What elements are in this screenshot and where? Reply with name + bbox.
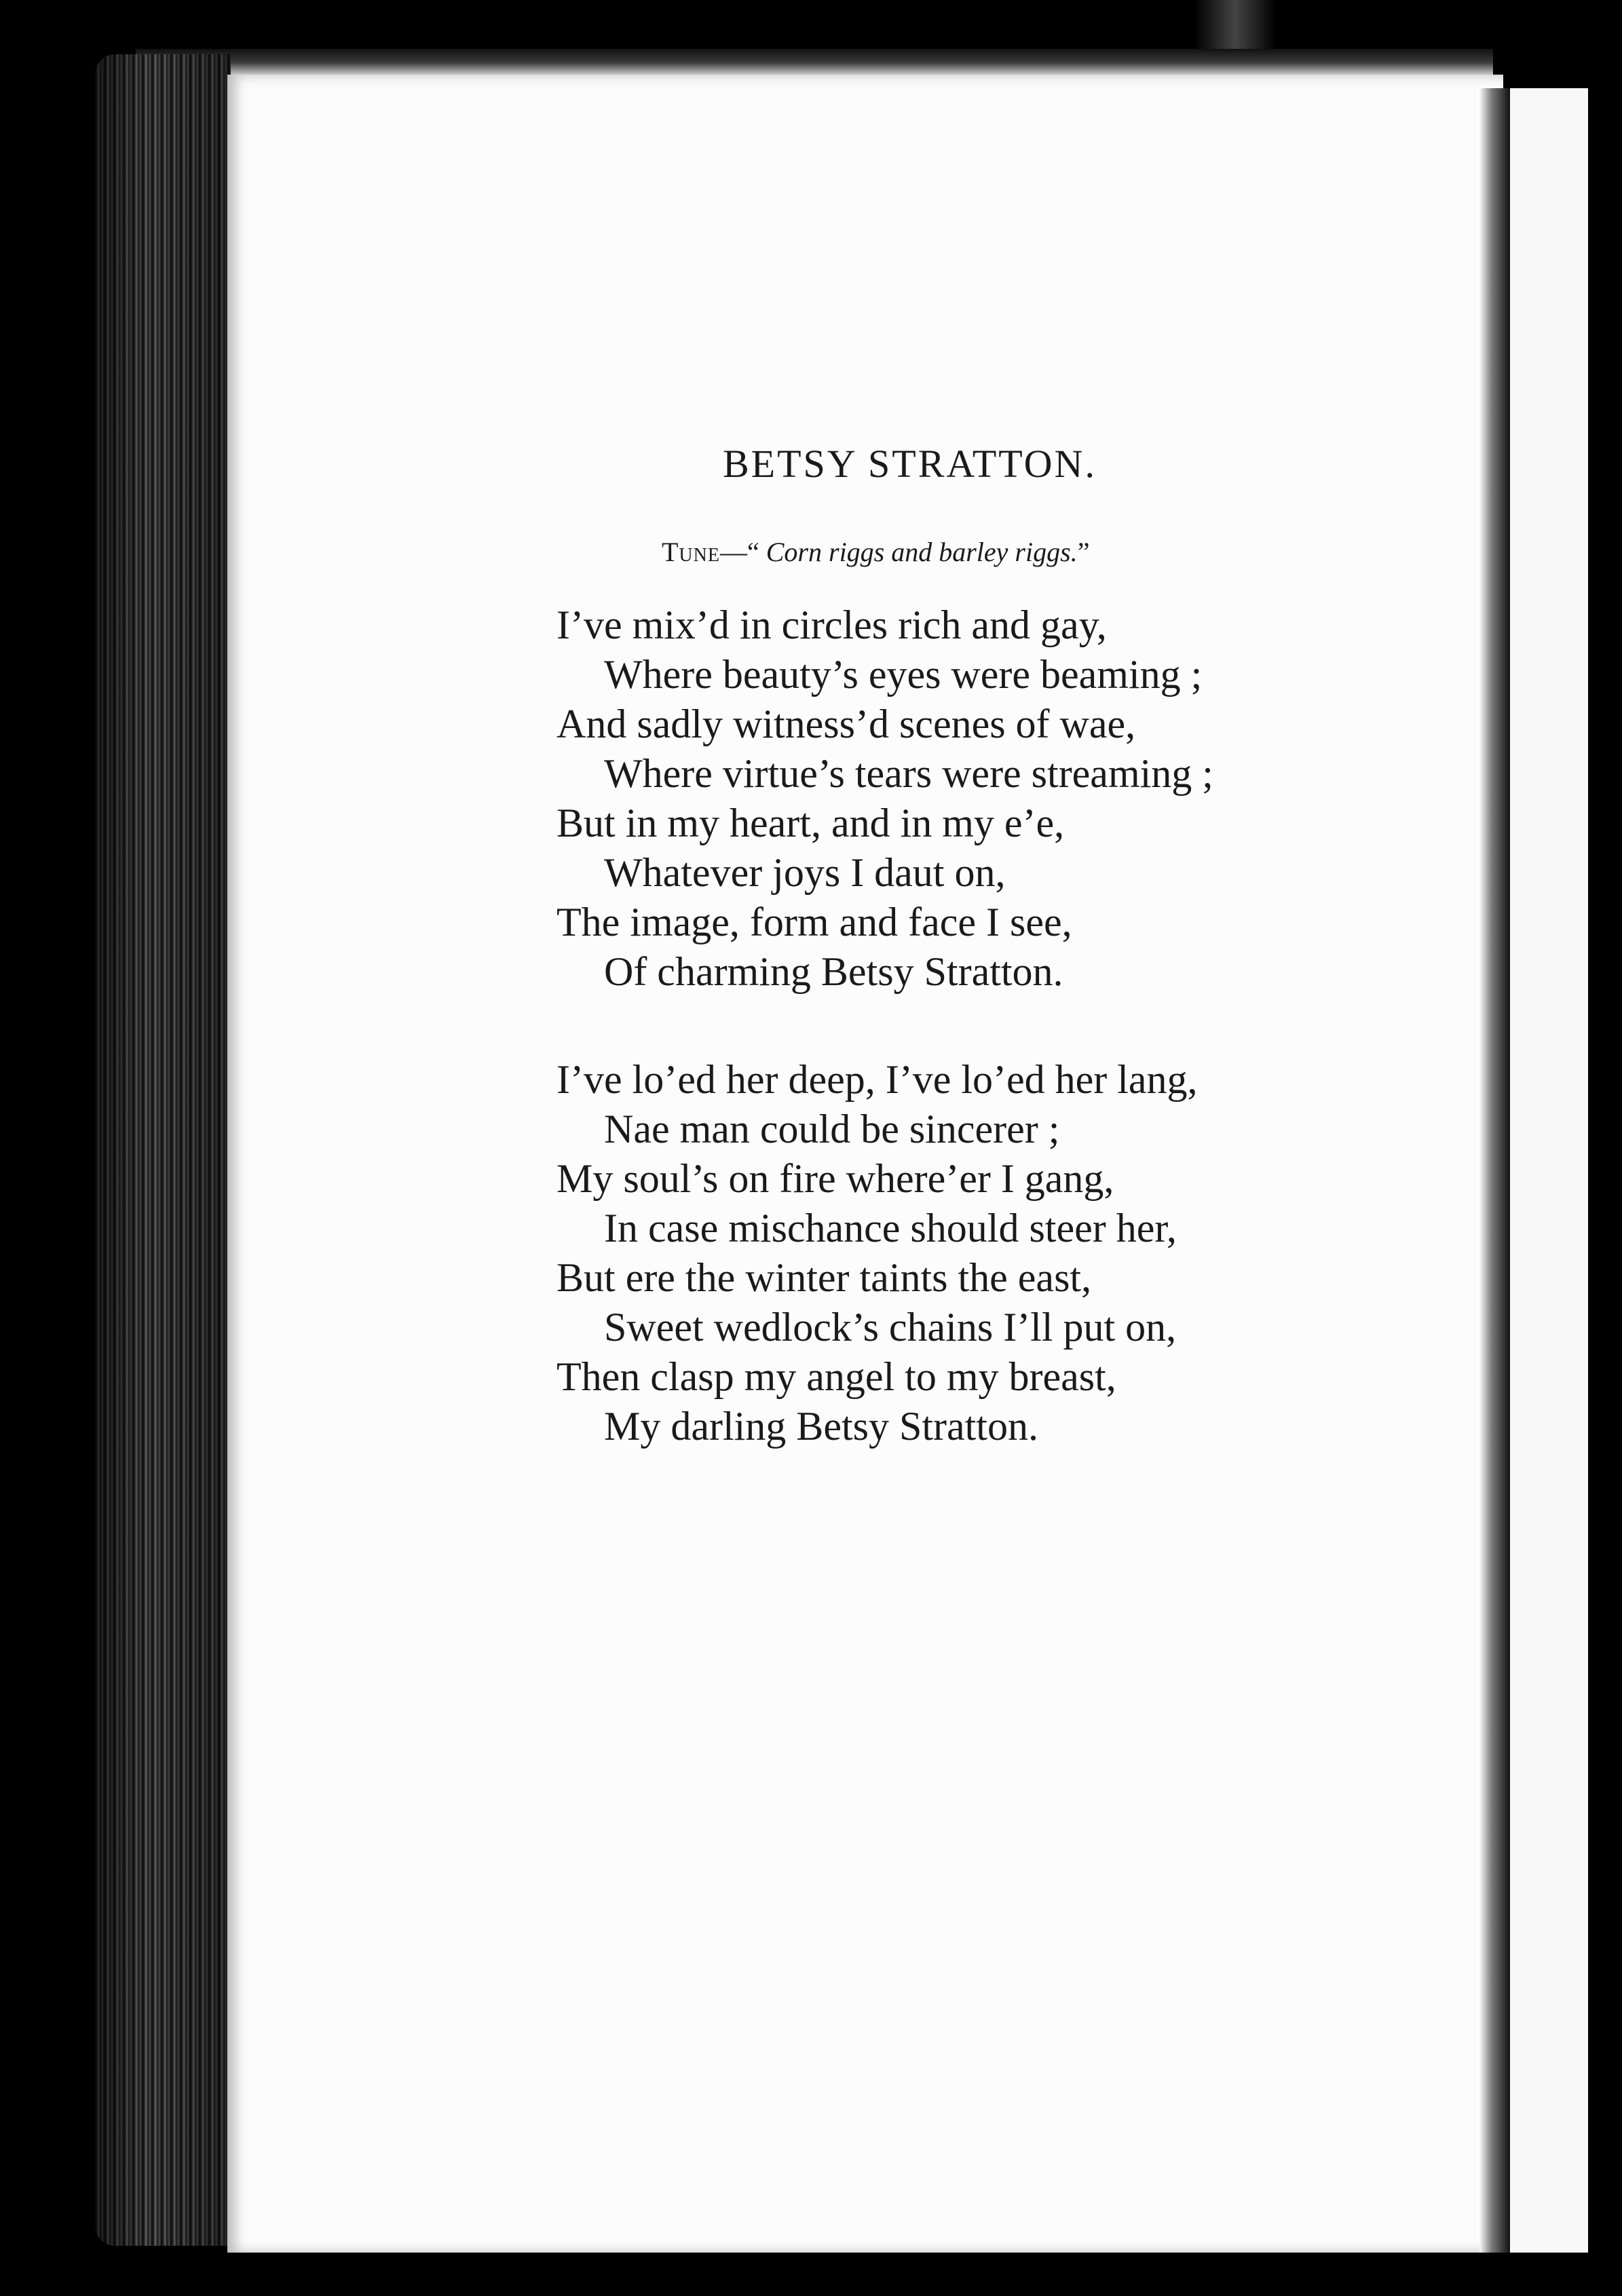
tune-line <box>662 536 1089 568</box>
tune-name: Corn riggs and barley riggs. <box>766 537 1078 567</box>
book-gutter <box>1479 88 1510 2253</box>
verse-line: My soul’s on fire where’er I gang, <box>557 1156 1114 1201</box>
tune-separator: —“ <box>719 537 759 567</box>
stanza-1 <box>557 600 1371 997</box>
verse-line: And sadly witness’d scenes of wae, <box>557 702 1136 746</box>
verse-line: Then clasp my angel to my breast, <box>557 1354 1116 1399</box>
verse-line: I’ve mix’d in circles rich and gay, <box>557 602 1107 647</box>
tune-label: Tune <box>662 537 720 567</box>
stanza-2 <box>557 1055 1371 1451</box>
verse-line: But in my heart, and in my e’e, <box>557 801 1065 845</box>
tune-close: ” <box>1077 537 1090 567</box>
book-page-edges <box>95 54 231 2246</box>
verse-line: In case mischance should steer her, <box>604 1206 1177 1250</box>
verse-line: Where virtue’s tears were streaming ; <box>604 751 1213 796</box>
verse-line: I’ve lo’ed her deep, I’ve lo’ed her lang, <box>557 1057 1198 1102</box>
scan-border <box>1588 0 1622 2296</box>
verse-line: The image, form and face I see, <box>557 900 1072 944</box>
facing-page-sliver <box>1510 88 1591 2253</box>
poem-title: BETSY STRATTON. <box>723 442 1097 486</box>
verse-line: My darling Betsy Stratton. <box>604 1404 1038 1449</box>
verse-line: Nae man could be sincerer ; <box>604 1107 1060 1151</box>
verse-line: Where beauty’s eyes were beaming ; <box>604 652 1203 697</box>
book-top-edge <box>136 49 1493 76</box>
verse-line: But ere the winter taints the east, <box>557 1255 1092 1300</box>
verse-line: Whatever joys I daut on, <box>604 850 1006 895</box>
verse-line: Of charming Betsy Stratton. <box>604 949 1063 994</box>
verse-line: Sweet wedlock’s chains I’ll put on, <box>604 1305 1177 1350</box>
